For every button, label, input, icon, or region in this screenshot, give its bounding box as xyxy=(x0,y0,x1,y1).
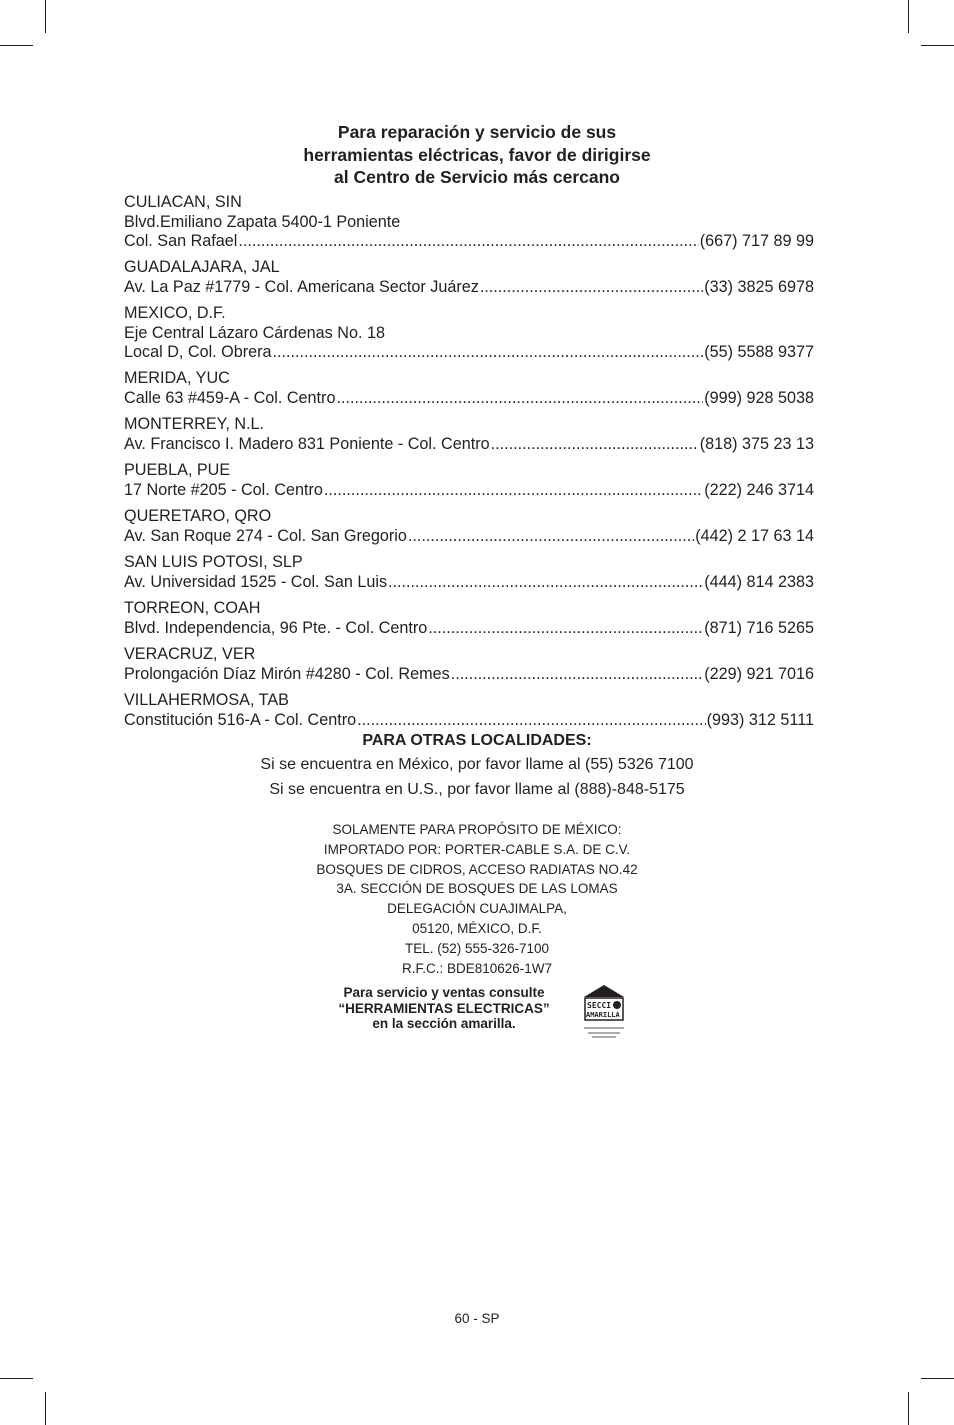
center-address-row xyxy=(124,527,814,547)
center-city: GUADALAJARA, JAL xyxy=(124,258,280,276)
center-phone: (444) 814 2383 xyxy=(704,572,814,591)
dot-leader xyxy=(357,711,705,731)
service-center xyxy=(124,553,814,599)
page-heading xyxy=(124,121,830,189)
importer-info xyxy=(124,820,830,978)
service-center xyxy=(124,369,814,415)
center-address-row xyxy=(124,343,814,363)
importer-line: SOLAMENTE PARA PROPÓSITO DE MÉXICO: xyxy=(332,822,622,837)
heading-line: Para reparación y servicio de sus xyxy=(337,122,617,142)
center-phone: (818) 375 23 13 xyxy=(699,434,814,453)
heading-line: al Centro de Servicio más cercano xyxy=(334,167,620,187)
center-address-row xyxy=(124,481,814,501)
service-note-line: en la sección amarilla. xyxy=(372,1016,516,1031)
dot-leader xyxy=(336,389,703,409)
heading-line: herramientas eléctricas, favor de dirigirse xyxy=(303,144,651,165)
center-address-row xyxy=(124,619,814,639)
center-city: VERACRUZ, VER xyxy=(124,645,256,663)
service-center xyxy=(124,461,814,507)
service-center xyxy=(124,193,814,258)
dot-leader xyxy=(388,573,703,593)
yellow-pages-note xyxy=(316,985,572,1032)
crop-mark xyxy=(908,1392,909,1425)
importer-line: DELEGACIÓN CUAJIMALPA, xyxy=(387,901,567,917)
other-locations-title: PARA OTRAS LOCALIDADES: xyxy=(362,732,592,749)
center-address: Calle 63 #459-A - Col. Centro xyxy=(124,388,336,407)
center-phone: (667) 717 89 99 xyxy=(699,232,814,250)
service-center xyxy=(124,507,814,553)
importer-line: 05120, MÉXICO, D.F. xyxy=(412,920,542,936)
importer-line: 3A. SECCIÓN DE BOSQUES DE LAS LOMAS xyxy=(336,881,618,897)
seccion-amarilla-logo-icon xyxy=(578,983,630,1041)
dot-leader xyxy=(408,527,694,547)
importer-line: IMPORTADO POR: PORTER-CABLE S.A. DE C.V. xyxy=(323,841,631,857)
center-address-line: Eje Central Lázaro Cárdenas No. 18 xyxy=(124,323,385,342)
crop-mark xyxy=(0,45,33,46)
dot-leader xyxy=(491,435,699,455)
service-center-list xyxy=(124,193,814,737)
center-city: PUEBLA, PUE xyxy=(124,461,231,479)
service-note-line: “HERRAMIENTAS ELECTRICAS” xyxy=(338,1000,550,1016)
center-address-row xyxy=(124,435,814,455)
center-city: CULIACAN, SIN xyxy=(124,193,242,211)
center-address-line: Blvd.Emiliano Zapata 5400-1 Poniente xyxy=(124,212,401,231)
center-address: Constitución 516-A - Col. Centro xyxy=(124,710,357,729)
center-address: Av. San Roque 274 - Col. San Gregorio xyxy=(124,526,407,545)
crop-mark xyxy=(45,1392,46,1425)
service-note-line: Para servicio y ventas consulte xyxy=(343,985,545,1000)
center-city: SAN LUIS POTOSI, SLP xyxy=(124,553,303,571)
crop-mark xyxy=(921,45,954,46)
logo-text-top: SECCI xyxy=(587,1001,612,1010)
mexico-phone-line: Si se encuentra en México, por favor llame al (55) 5326 7100 xyxy=(260,756,694,773)
center-address: Blvd. Independencia, 96 Pte. - Col. Centro xyxy=(124,618,428,637)
dot-leader xyxy=(324,481,703,501)
us-phone-line: Si se encuentra en U.S., por favor llame al (888)-848-5175 xyxy=(269,781,685,798)
center-city: MEXICO, D.F. xyxy=(124,304,226,322)
importer-line: BOSQUES DE CIDROS, ACCESO RADIATAS NO.42 xyxy=(316,861,638,877)
service-center xyxy=(124,258,814,304)
center-city: QUERETARO, QRO xyxy=(124,507,272,525)
page-number: 60 - SP xyxy=(454,1311,500,1326)
center-address: Av. Francisco I. Madero 831 Poniente - Col. Centro xyxy=(124,434,490,453)
crop-mark xyxy=(45,0,46,33)
center-phone: (33) 3825 6978 xyxy=(704,277,814,296)
center-city: MERIDA, YUC xyxy=(124,369,230,387)
crop-mark xyxy=(0,1378,33,1379)
center-address-row xyxy=(124,665,814,685)
center-phone: (55) 5588 9377 xyxy=(704,343,814,361)
center-phone: (229) 921 7016 xyxy=(704,664,814,683)
center-phone: (222) 246 3714 xyxy=(704,480,814,499)
center-city: TORREON, COAH xyxy=(124,599,261,617)
center-address-row xyxy=(124,278,814,298)
center-city: MONTERREY, N.L. xyxy=(124,415,265,433)
center-address: Prolongación Díaz Mirón #4280 - Col. Remes xyxy=(124,664,450,683)
importer-line: TEL. (52) 555-326-7100 xyxy=(404,940,550,956)
dot-leader xyxy=(451,665,703,685)
center-address-row xyxy=(124,711,814,731)
dot-leader xyxy=(428,619,703,639)
center-address-row xyxy=(124,573,814,593)
crop-mark xyxy=(921,1378,954,1379)
importer-line: R.F.C.: BDE810626-1W7 xyxy=(401,960,553,976)
dot-leader xyxy=(238,232,698,252)
other-locations xyxy=(124,730,830,802)
center-address: 17 Norte #205 - Col. Centro xyxy=(124,480,323,499)
center-address: Col. San Rafael xyxy=(124,232,238,250)
service-center xyxy=(124,304,814,369)
service-center xyxy=(124,415,814,461)
center-phone: (993) 312 5111 xyxy=(706,710,814,729)
center-city: VILLAHERMOSA, TAB xyxy=(124,691,289,709)
center-address: Local D, Col. Obrera xyxy=(124,343,272,361)
center-phone: (442) 2 17 63 14 xyxy=(695,526,814,545)
center-address: Av. La Paz #1779 - Col. Americana Sector Juárez xyxy=(124,277,479,296)
center-address-row xyxy=(124,389,814,409)
service-center xyxy=(124,645,814,691)
logo-text-bottom: AMARILLA xyxy=(586,1011,620,1019)
service-center xyxy=(124,599,814,645)
center-address: Av. Universidad 1525 - Col. San Luis xyxy=(124,572,388,591)
center-phone: (999) 928 5038 xyxy=(704,388,814,407)
dot-leader xyxy=(480,278,703,298)
center-address-row xyxy=(124,232,814,252)
crop-mark xyxy=(908,0,909,33)
dot-leader xyxy=(273,343,704,363)
center-phone: (871) 716 5265 xyxy=(704,618,814,637)
